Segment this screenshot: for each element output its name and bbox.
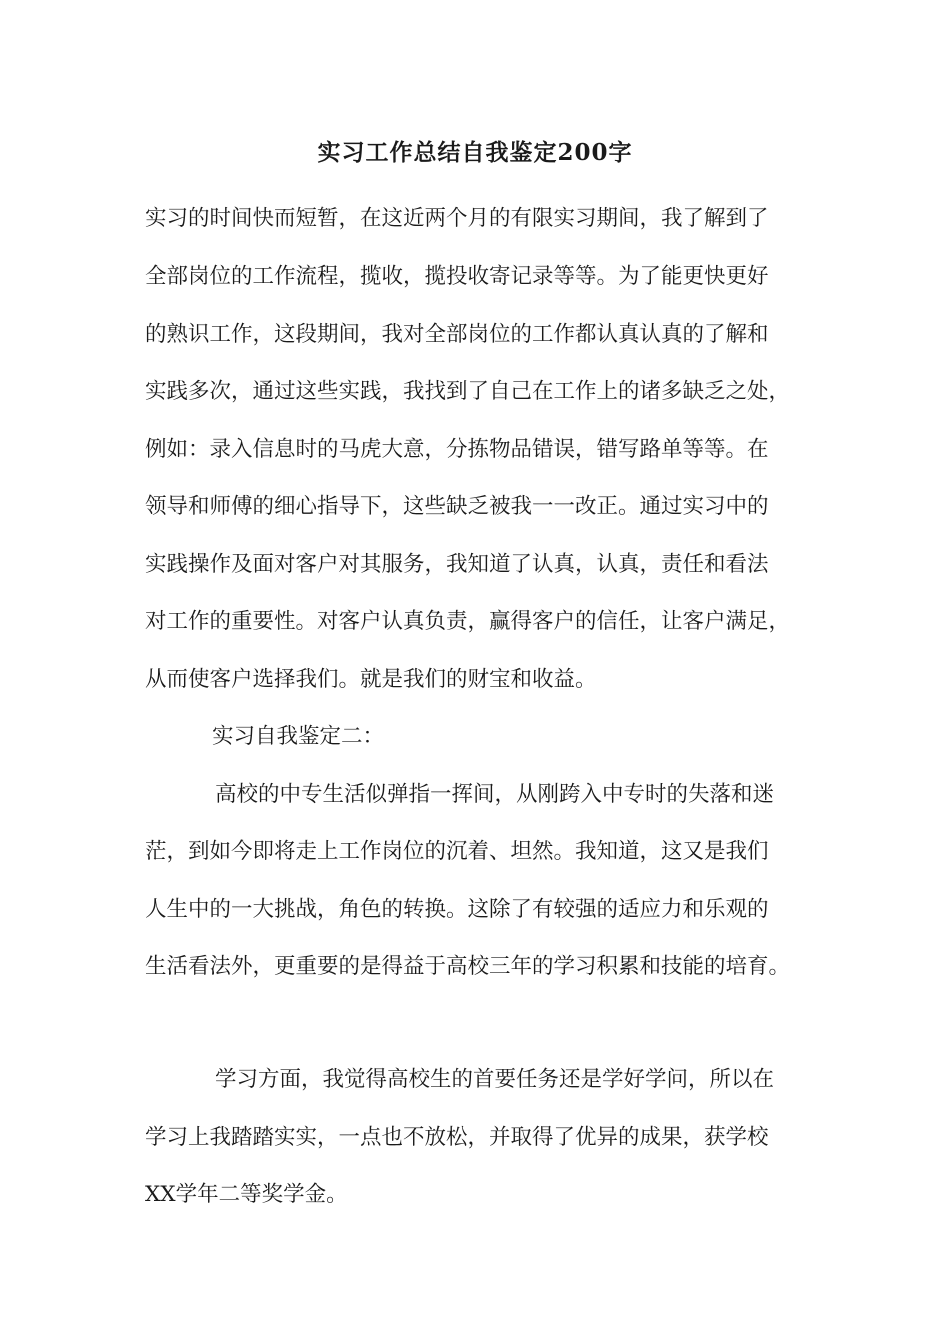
paragraph-line: 例如：录入信息时的马虎大意，分拣物品错误，错写路单等等。在	[145, 437, 769, 462]
paragraph-line: 实习的时间快而短暂，在这近两个月的有限实习期间，我了解到了	[145, 206, 769, 231]
paragraph-line: 生活看法外，更重要的是得益于高校三年的学习积累和技能的培育。	[145, 954, 791, 979]
paragraph-line: 的熟识工作，这段期间，我对全部岗位的工作都认真认真的了解和	[145, 322, 769, 347]
paragraph-line: 对工作的重要性。对客户认真负责，赢得客户的信任，让客户满足，	[145, 609, 791, 634]
paragraph-line: 实践操作及面对客户对其服务，我知道了认真，认真，责任和看法	[145, 552, 769, 577]
paragraph-line: 学习方面，我觉得高校生的首要任务还是学好学问，所以在	[215, 1067, 775, 1092]
document-title: 实习工作总结自我鉴定200字	[317, 139, 633, 166]
paragraph-line: 从而使客户选择我们。就是我们的财宝和收益。	[145, 667, 597, 692]
paragraph-line: 茫，到如今即将走上工作岗位的沉着、坦然。我知道，这又是我们	[145, 839, 769, 864]
paragraph-line: 人生中的一大挑战，角色的转换。这除了有较强的适应力和乐观的	[145, 897, 769, 922]
paragraph-line: 全部岗位的工作流程，揽收，揽投收寄记录等等。为了能更快更好	[145, 264, 769, 289]
paragraph-line: XX学年二等奖学金。	[145, 1182, 348, 1207]
paragraph-line: 领导和师傅的细心指导下，这些缺乏被我一一改正。通过实习中的	[145, 494, 769, 519]
paragraph-line: 高校的中专生活似弹指一挥间，从刚跨入中专时的失落和迷	[215, 782, 775, 807]
paragraph-line: 学习上我踏踏实实，一点也不放松，并取得了优异的成果，获学校	[145, 1125, 769, 1150]
section-heading: 实习自我鉴定二：	[212, 724, 385, 749]
paragraph-line: 实践多次，通过这些实践，我找到了自己在工作上的诸多缺乏之处，	[145, 379, 791, 404]
